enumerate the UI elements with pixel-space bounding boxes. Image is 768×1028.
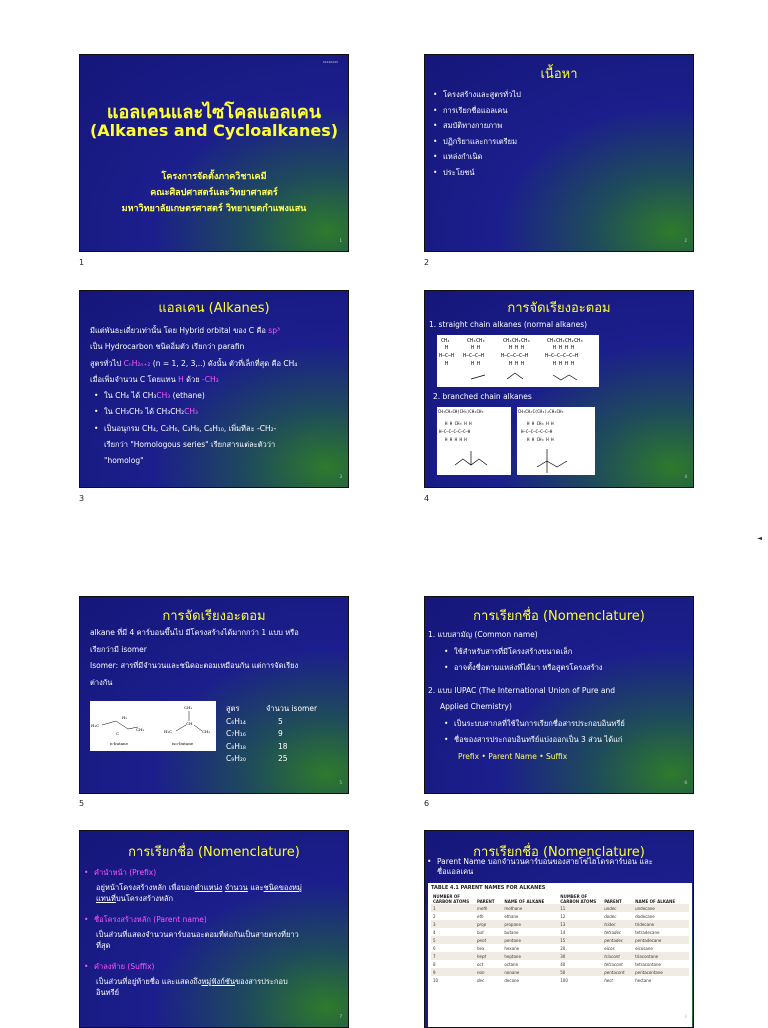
svg-text:C: C: [116, 731, 120, 736]
table-row: [431, 960, 689, 968]
list-item: • สมบัติทางกายภาพ: [443, 118, 521, 134]
table-header-row: [431, 892, 689, 904]
table-cell: triacontane: [633, 952, 689, 960]
table-cell: dodec: [604, 913, 617, 919]
slide-2[interactable]: [424, 54, 694, 252]
org-line: โครงการจัดตั้งภาควิชาเคมี: [161, 172, 267, 182]
branched-drawing-2: [517, 407, 595, 475]
svg-text:CH₃: CH₃: [136, 727, 145, 732]
table-cell: propane: [502, 920, 558, 928]
svg-text:H H: H H: [471, 361, 481, 367]
molecule-label: n-butane: [110, 741, 128, 746]
slide-body: [90, 323, 344, 470]
slide-corner-number: 1: [339, 238, 342, 243]
isomer-structures: [90, 701, 216, 751]
table-cell: hect: [604, 977, 613, 983]
table-cell: hept: [475, 952, 502, 960]
table-cell: tetradec: [604, 929, 622, 935]
slide-number: 4: [424, 494, 430, 503]
list-item: • ใน CH₄ ได้ CH₃CH₃ (ethane): [104, 388, 344, 404]
svg-text:H H CH₃ H H: H H CH₃ H H: [527, 437, 554, 442]
table-caption: TABLE 4.1 PARENT NAMES FOR ALKANES: [431, 885, 546, 891]
formula-label: CH₃CH₃: [467, 338, 486, 344]
slide-title: การจัดเรียงอะตอม: [507, 301, 611, 316]
slide-corner-number: 5: [339, 780, 342, 785]
table-cell: eicosane: [635, 945, 653, 951]
table-cell: tridecane: [633, 920, 689, 928]
slide-title: การเรียกชื่อ (Nomenclature): [473, 845, 645, 860]
svg-text:H H H: H H H: [509, 361, 525, 367]
slide-title-en: (Alkanes and Cycloalkanes): [89, 121, 339, 140]
table-cell: 5: [431, 936, 475, 944]
slide-4[interactable]: [424, 290, 694, 488]
col-head: PARENT: [602, 892, 633, 904]
svg-text:H₂: H₂: [122, 715, 128, 720]
svg-text:H—C—H: H—C—H: [439, 353, 455, 359]
table-cell: 10: [433, 977, 439, 983]
slide-corner-number: 8: [684, 1014, 687, 1019]
table-cell: nonane: [502, 968, 558, 976]
list-item: • ใน CH₃CH₃ ได้ CH₃CH₂CH₃: [104, 404, 344, 420]
table-row: [431, 944, 689, 952]
table-row: [431, 936, 689, 944]
table-cell: 50: [558, 968, 602, 976]
section-heading: 2. branched chain alkanes: [433, 392, 532, 401]
list-item: • ใช้สำหรับสารที่มีโครงสร้างขนาดเล็ก: [454, 644, 689, 661]
slide-number: 3: [79, 494, 85, 503]
table-cell: 2: [433, 913, 436, 919]
table-cell: undec: [602, 904, 633, 912]
svg-text:H: H: [445, 345, 449, 351]
slide-number: 1: [79, 258, 85, 267]
slide-intro: [427, 857, 691, 877]
list-item: • การเรียกชื่อแอลเคน: [443, 103, 521, 119]
formula-label: CH₃CH₂CH(CH₃)CH₂CH₃: [438, 409, 484, 414]
name-parts: Prefix • Parent Name • Suffix: [458, 751, 568, 761]
parent-names-table: [431, 892, 689, 984]
col-head: NUMBER OF CARBON ATOMS: [431, 892, 475, 904]
table-row: [431, 952, 689, 960]
slide-body: [428, 627, 689, 765]
table-cell: decane: [504, 977, 520, 983]
table-cell: heptane: [502, 952, 558, 960]
svg-text:H: H: [445, 361, 449, 367]
body-line: เป็น Hydrocarbon ชนิดอิ่มตัว เรียกว่า parafin: [90, 342, 245, 352]
butane-isomers-drawing: [90, 701, 216, 751]
body-line: มีแต่พันธะเดี่ยวเท่านั้น โดย Hybrid orbital ของ C คือ sp³: [90, 326, 280, 335]
list-item: • อาจตั้งชื่อตามแหล่งที่ได้มา หรือสูตรโครงสร้าง: [454, 660, 689, 677]
table-cell: tetracont: [604, 961, 623, 967]
section-heading: • คำนำหน้า (Prefix): [94, 867, 344, 878]
table-row: C₉H₂₀ 25: [226, 754, 288, 763]
isomer-table: [226, 703, 336, 766]
svg-text:H₃C: H₃C: [91, 723, 100, 728]
slide-body: [84, 867, 344, 998]
branched-structure-2: [517, 407, 595, 475]
table-cell: 11: [558, 904, 602, 912]
slide-title: เนื้อหา: [540, 67, 578, 82]
table-cell: dec: [477, 977, 485, 983]
svg-text:H H CH₃ H H: H H CH₃ H H: [445, 421, 472, 426]
slide-corner-number: 2: [684, 238, 687, 243]
table-header: จำนวน isomer: [266, 704, 318, 713]
iupac-list: [428, 716, 689, 749]
formula-label: CH₃CH₂CH₃: [503, 338, 531, 344]
col-head: NUMBER OF CARBON ATOMS: [558, 892, 602, 904]
org-line: คณะศิลปศาสตร์และวิทยาศาสตร์: [150, 188, 278, 198]
table-row: C₆H₁₄ 5: [226, 716, 283, 726]
list-item: • แหล่งกำเนิด: [443, 149, 521, 165]
table-cell: 14: [560, 929, 566, 935]
slide-5[interactable]: [79, 596, 349, 794]
table-row: [431, 912, 689, 920]
table-cell: 8: [433, 961, 436, 967]
svg-text:H—C—C—C—C—H: H—C—C—C—C—H: [545, 353, 579, 359]
slide-number: 6: [424, 799, 430, 808]
branched-structure-1: [437, 407, 511, 475]
table-cell: octane: [504, 961, 519, 967]
table-cell: 40: [560, 961, 566, 967]
slide-title: การเรียกชื่อ (Nomenclature): [473, 609, 645, 624]
org-block: [80, 169, 348, 217]
table-cell: ethane: [504, 913, 519, 919]
col-head: NAME OF ALKANE: [633, 892, 689, 904]
example-list: [90, 388, 344, 469]
col-head: PARENT: [475, 892, 502, 904]
content-list: [429, 87, 521, 180]
slide-1[interactable]: [79, 54, 349, 252]
svg-text:H—C—C—H: H—C—C—H: [463, 353, 485, 359]
table-cell: 4: [433, 929, 436, 935]
svg-text:CH: CH: [186, 721, 193, 726]
slide-6[interactable]: [424, 596, 694, 794]
svg-text:CH₃: CH₃: [202, 729, 211, 734]
table-cell: dodecane: [635, 913, 655, 919]
table-cell: hectane: [635, 977, 652, 983]
table-row: C₇H₁₆ 9: [226, 729, 283, 738]
margin-mark: ◄: [757, 535, 762, 542]
straight-chain-drawing: [437, 335, 599, 387]
body-line: ต่างกัน: [90, 677, 113, 687]
list-item: • Parent Name บอกจำนวนคาร์บอนของสายโซ่ไฮโดรคาร์บอน และ ชื่อแอลเคน: [437, 857, 691, 877]
section-heading: • คำลงท้าย (Suffix): [94, 961, 344, 972]
body-line: Isomer: สารที่มีจำนวนและชนิดอะตอมเหมือนกัน แต่การจัดเรียง: [90, 661, 299, 670]
table-cell: tetracontane: [635, 961, 661, 967]
table-cell: eth: [477, 913, 484, 919]
svg-text:H H H H: H H H H: [553, 361, 575, 367]
table-cell: eicos: [604, 945, 615, 951]
table-cell: 100: [560, 977, 568, 983]
slide-title: การจัดเรียงอะตอม: [162, 609, 266, 624]
parent-names-table-box: [428, 883, 692, 1028]
list-item: • ประโยชน์: [443, 165, 521, 181]
table-cell: tetradecane: [635, 929, 660, 935]
table-row: [431, 976, 689, 984]
svg-text:H H CH₃ H H: H H CH₃ H H: [527, 421, 554, 426]
body-line: สูตรทั่วไป CₙH₂ₙ₊₂ (n = 1, 2, 3,..) ดังนั้น ตัวที่เล็กที่สุด คือ CH₄: [90, 358, 298, 368]
table-cell: prop: [475, 920, 502, 928]
table-row: [431, 968, 689, 976]
svg-text:H₃C: H₃C: [164, 729, 173, 734]
formula-label: CH₃CH₂CH₂CH₃: [547, 338, 584, 344]
body-line: 1. แบบสามัญ (Common name): [428, 630, 538, 639]
table-cell: 12: [560, 913, 566, 919]
table-cell: pentacont: [602, 968, 633, 976]
table-row: [431, 920, 689, 928]
svg-text:H—C—C—C—C—C—H: H—C—C—C—C—C—H: [521, 429, 553, 434]
slide-body: [90, 625, 344, 691]
table-row: [431, 928, 689, 936]
common-name-list: [428, 644, 689, 677]
table-cell: 9: [431, 968, 475, 976]
list-item: • ชื่อของสารประกอบอินทรีย์แบ่งออกเป็น 3 ส่วน ได้แก่: [454, 732, 689, 749]
course-code: 01420245: [322, 60, 338, 64]
table-cell: but: [477, 929, 484, 935]
table-cell: oct: [477, 961, 484, 967]
body-line: เมื่อเพิ่มจำนวน C โดยแทน H ด้วย -CH₃: [90, 374, 219, 384]
table-cell: pentadec: [602, 936, 633, 944]
body-line: Applied Chemistry): [440, 702, 512, 711]
slide-3[interactable]: [79, 290, 349, 488]
svg-text:H H H: H H H: [509, 345, 525, 351]
table-cell: pentadecane: [633, 936, 689, 944]
slide-corner-number: 4: [684, 474, 687, 479]
section-heading: • ชื่อโครงสร้างหลัก (Parent name): [94, 914, 344, 925]
branched-drawing-1: [437, 407, 511, 475]
table-cell: tridec: [602, 920, 633, 928]
slide-7[interactable]: [79, 830, 349, 1028]
body-line: 2. แบบ IUPAC (The International Union of Pure and: [428, 685, 615, 695]
straight-chain-structures: [437, 335, 599, 387]
body-line: เรียกว่ามี isomer: [90, 644, 147, 654]
table-cell: methane: [502, 904, 558, 912]
list-item: • โครงสร้างและสูตรทั่วไป: [443, 87, 521, 103]
svg-text:H—C—C—C—H: H—C—C—C—H: [501, 353, 529, 359]
slide-number: 2: [424, 258, 430, 267]
table-cell: hexane: [504, 945, 520, 951]
svg-text:H H H H H: H H H H H: [445, 437, 467, 442]
desc: อยู่หน้าโครงสร้างหลัก เพื่อบอกตำแหน่ง จำนวน และชนิดของหมู่ แทนที่บนโครงสร้างหลัก: [96, 883, 302, 903]
list-item: • ปฏิกริยาและการเตรียม: [443, 134, 521, 150]
col-head: NAME OF ALKANE: [502, 892, 558, 904]
table-cell: 13: [558, 920, 602, 928]
svg-text:CH₃: CH₃: [184, 705, 193, 710]
table-cell: 15: [558, 936, 602, 944]
slide-title: แอลเคน (Alkanes): [158, 301, 270, 316]
table-cell: undecane: [633, 904, 689, 912]
table-cell: triacont: [602, 952, 633, 960]
slide-8[interactable]: [424, 830, 694, 1028]
section-heading: 1. straight chain alkanes (normal alkanes): [429, 320, 588, 329]
table-cell: pent: [475, 936, 502, 944]
table-cell: 20: [560, 945, 566, 951]
table-cell: non: [475, 968, 502, 976]
desc: เป็นส่วนที่แสดงจำนวนคาร์บอนอะตอมที่ต่อกันเป็นสายตรงที่ยาว ที่สุด: [96, 930, 299, 950]
formula-label: CH₃CH₂C(CH₃)₂CH₂CH₃: [518, 409, 564, 414]
table-header: สูตร: [226, 704, 240, 713]
svg-text:H H: H H: [471, 345, 481, 351]
molecule-label: iso-butane: [172, 741, 194, 746]
body-line: alkane ที่มี 4 คาร์บอนขึ้นไป มีโครงสร้างได้มากกว่า 1 แบบ หรือ: [90, 628, 299, 637]
table-cell: meth: [475, 904, 502, 912]
slide-title-th: แอลเคนและไซโคลแอลเคน: [106, 102, 322, 123]
table-cell: pentacontane: [633, 968, 689, 976]
table-cell: 3: [431, 920, 475, 928]
slide-corner-number: 7: [339, 1014, 342, 1019]
table-cell: hex: [477, 945, 485, 951]
slide-corner-number: 6: [684, 780, 687, 785]
list-item: • เป็นอนุกรม CH₄, C₂H₆, C₃H₈, C₄H₁₀, เพิ่มทีละ -CH₂- เรียกว่า "Homologous series" เรียกสารแต่ละตัวว่า "homolog": [104, 421, 344, 470]
slide-number: 5: [79, 799, 85, 808]
list-item: • เป็นระบบสากลที่ใช้ในการเรียกชื่อสารประกอบอินทรีย์: [454, 716, 689, 733]
table-cell: 1: [431, 904, 475, 912]
table-cell: 7: [431, 952, 475, 960]
org-line: มหาวิทยาลัยเกษตรศาสตร์ วิทยาเขตกำแพงแสน: [121, 204, 307, 214]
desc: เป็นส่วนที่อยู่ท้ายชื่อ และแสดงถึงหมู่ฟังก์ชันของสารประกอบ อินทรีย์: [96, 977, 288, 997]
table-cell: butane: [504, 929, 519, 935]
svg-text:H—C—C—C—C—C—H: H—C—C—C—C—C—H: [439, 429, 471, 434]
table-cell: 6: [433, 945, 436, 951]
table-row: C₈H₁₈ 18: [226, 741, 288, 751]
table-cell: pentane: [502, 936, 558, 944]
svg-text:H H H H: H H H H: [553, 345, 575, 351]
table-cell: 30: [558, 952, 602, 960]
formula-label: CH₄: [441, 338, 451, 344]
slide-title: การเรียกชื่อ (Nomenclature): [128, 845, 300, 860]
table-row: [431, 904, 689, 912]
slide-corner-number: 3: [339, 474, 342, 479]
